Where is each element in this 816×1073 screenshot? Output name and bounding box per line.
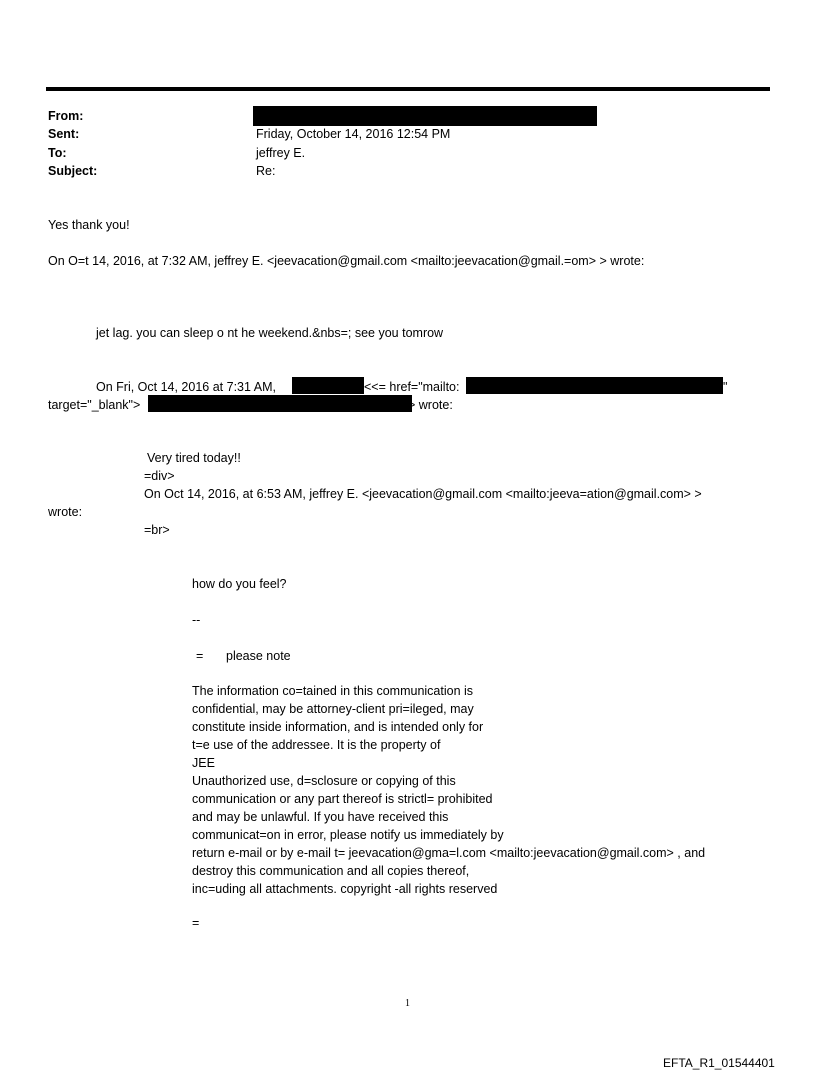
quote3-text: how do you feel? bbox=[192, 577, 287, 591]
redacted-mailto-address bbox=[466, 377, 723, 394]
disclaimer-line: destroy this communication and all copies thereof, bbox=[192, 864, 470, 878]
redacted-sender-name bbox=[292, 377, 364, 394]
document-id: EFTA_R1_01544401 bbox=[663, 1056, 775, 1070]
quote2-wrote: > wrote: bbox=[408, 398, 453, 412]
quote2-intro-quote: " bbox=[723, 380, 728, 394]
reply-text: Yes thank you! bbox=[48, 218, 130, 232]
redacted-link-text bbox=[148, 395, 412, 412]
disclaimer-line: Unauthorized use, d=sclosure or copying of this bbox=[192, 774, 456, 788]
disclaimer-line: communicat=on in error, please notify us immediately by bbox=[192, 828, 504, 842]
disclaimer-line: and may be unlawful. If you have received this bbox=[192, 810, 449, 824]
disclaimer-line: JEE bbox=[192, 756, 215, 770]
quote3-intro: On Oct 14, 2016, at 6:53 AM, jeffrey E. <jeevacation@gmail.com <mailto:jeeva=ation@gmail.com> > bbox=[144, 487, 702, 501]
quote1-intro: On O=t 14, 2016, at 7:32 AM, jeffrey E. <jeevacation@gmail.com <mailto:jeevacation@gmail.=om> > wrote: bbox=[48, 254, 645, 268]
disclaimer-line: communication or any part thereof is strictl= prohibited bbox=[192, 792, 493, 806]
page-number: 1 bbox=[405, 998, 410, 1009]
to-label: To: bbox=[48, 146, 67, 160]
quote3-wrote: wrote: bbox=[48, 505, 83, 519]
disclaimer-line: inc=uding all attachments. copyright -all rights reserved bbox=[192, 882, 498, 896]
quote2-div: =div> bbox=[144, 469, 175, 483]
disclaimer bbox=[192, 682, 705, 898]
quote2-intro-start: On Fri, Oct 14, 2016 at 7:31 AM, bbox=[96, 380, 276, 394]
to-value: jeffrey E. bbox=[256, 146, 306, 160]
disclaimer-line: return e-mail or by e-mail t= jeevacation@gma=l.com <mailto:jeevacation@gmail.com> , and bbox=[192, 846, 706, 860]
quote2-text: Very tired today!! bbox=[147, 451, 241, 465]
subject-value: Re: bbox=[256, 164, 276, 178]
signature-dashes: -- bbox=[192, 613, 201, 627]
quote2-target: target="_blank"> bbox=[48, 398, 141, 412]
sent-label: Sent: bbox=[48, 127, 80, 141]
subject-label: Subject: bbox=[48, 164, 98, 178]
from-label: From: bbox=[48, 109, 84, 123]
disclaimer-line: The information co=tained in this communication is bbox=[192, 684, 474, 698]
disclaimer-line: t=e use of the addressee. It is the property of bbox=[192, 738, 441, 752]
disclaimer-line: constitute inside information, and is intended only for bbox=[192, 720, 484, 734]
disclaimer-line: confidential, may be attorney-client pri=ileged, may bbox=[192, 702, 474, 716]
signature-note: please note bbox=[226, 649, 291, 663]
quote1-text: jet lag. you can sleep o nt he weekend.&nbs=; see you tomrow bbox=[96, 326, 444, 340]
quote3-br: =br> bbox=[144, 523, 170, 537]
redacted-from-value bbox=[253, 106, 597, 126]
closing-eq: = bbox=[192, 916, 200, 930]
header-rule bbox=[46, 87, 770, 91]
quote2-intro-href: <<= href="mailto: bbox=[364, 380, 460, 394]
sent-value: Friday, October 14, 2016 12:54 PM bbox=[256, 127, 451, 141]
signature-eq: = bbox=[196, 649, 204, 663]
